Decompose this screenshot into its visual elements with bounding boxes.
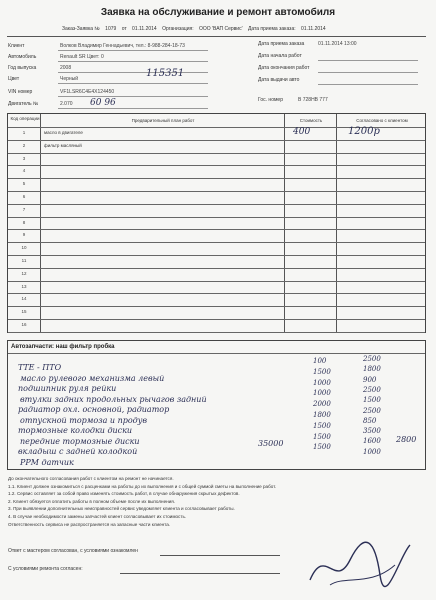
parts-hand-total: 1800 xyxy=(363,365,381,374)
handwritten-order-no: 115351 xyxy=(146,68,185,79)
row-divider xyxy=(8,178,425,179)
field-value: 2.070 xyxy=(60,101,73,107)
parts-hand-total: 1600 xyxy=(363,437,381,446)
row-number: 2 xyxy=(22,142,26,148)
org-label: Организация: xyxy=(162,26,194,32)
field-label: Клиент xyxy=(8,43,25,49)
col-header-note: Согласовано с клиентом xyxy=(356,118,408,123)
field-underline xyxy=(58,72,208,73)
accept-date: 01.11.2014 xyxy=(301,26,326,32)
field-label: Год выпуска xyxy=(8,65,37,71)
field-underline xyxy=(58,61,208,62)
row-number: 14 xyxy=(21,296,27,302)
parts-hand-total: 900 xyxy=(363,375,377,384)
col-divider xyxy=(284,114,285,332)
row-number: 8 xyxy=(22,219,26,225)
date-prefix: от xyxy=(121,26,127,32)
parts-block xyxy=(7,340,426,470)
row-text: масло в двигателе xyxy=(44,130,83,135)
row-number: 15 xyxy=(21,309,27,315)
note-line: 3. При выявлении дополнительных неисправностей сервис уведомляет клиента и согласовывает работы. xyxy=(8,506,235,512)
parts-hand-line: отпускной тормоза и продув xyxy=(20,415,148,425)
order-subline xyxy=(62,26,330,32)
parts-hand-price: 2000 xyxy=(313,400,331,409)
parts-hand-total: 2500 xyxy=(363,406,381,415)
parts-hand-line: тормозные колодки диски xyxy=(18,426,133,435)
handwritten-sum: 2800 xyxy=(396,435,417,444)
note-line: 1.1. Клиент должен ознакомиться с расценками на работы до их выполнения и с общей суммой сметы на выполнение работ. xyxy=(8,483,277,489)
note-line: 1.2. Сервис оставляет за собой право изменять стоимость работ, в случае обнаружения скрытых дефектов. xyxy=(8,491,240,497)
parts-hand-price: 1800 xyxy=(313,411,331,419)
handwritten-price: 400 xyxy=(293,127,311,137)
row-number: 5 xyxy=(22,181,26,187)
parts-hand-line: вкладыш с задней колодкой xyxy=(18,447,138,456)
row-divider xyxy=(8,255,425,256)
field-label: Двигатель № xyxy=(8,101,39,107)
parts-hand-price: 1500 xyxy=(313,443,331,452)
handwritten-note: 1200р xyxy=(348,126,380,137)
parts-hand-total: 2500 xyxy=(363,385,381,394)
row-number: 16 xyxy=(21,322,27,327)
parts-hand-price: 1000 xyxy=(313,378,331,387)
parts-hand-total: 2500 xyxy=(363,355,381,363)
row-divider xyxy=(8,293,425,294)
note-line: 4. В случае необходимости замены запчастей клиент согласовывает их стоимость. xyxy=(8,513,187,519)
row-number: 13 xyxy=(21,283,27,289)
col-header-desc: Предварительный план работ xyxy=(131,118,195,123)
divider xyxy=(8,353,425,354)
row-divider xyxy=(8,165,425,166)
accept-label: Дата приема заказа: xyxy=(247,26,296,32)
parts-hand-price: 100 xyxy=(313,357,327,365)
row-number: 10 xyxy=(21,245,27,251)
row-divider xyxy=(8,191,425,192)
row-divider xyxy=(8,153,425,154)
field-label: Автомобиль xyxy=(8,54,37,60)
handwritten-mileage: 60 96 xyxy=(90,98,116,108)
order-number: 1079 xyxy=(105,26,117,32)
parts-hand-line: ТТЕ - ПТО xyxy=(18,363,62,372)
parts-hand-total: 850 xyxy=(363,416,377,425)
row-divider xyxy=(8,281,425,282)
field-value: Волков Владимир Геннадьевич, тел.: 8-988-284-18-73 xyxy=(60,43,185,49)
right-field-value: 01.11.2014 13:00 xyxy=(318,41,357,47)
work-table xyxy=(7,113,426,333)
signature-line xyxy=(120,573,280,574)
field-value: Черный xyxy=(60,76,79,82)
row-number: 6 xyxy=(22,194,26,199)
field-underline xyxy=(318,60,418,61)
order-prefix: Заказ-Заявка № xyxy=(62,26,100,32)
parts-hand-total: 1000 xyxy=(363,447,381,456)
col-divider xyxy=(40,114,41,332)
parts-hand-price: 1000 xyxy=(313,389,331,398)
parts-hand-line: масло рулевого механизма левый xyxy=(20,373,165,383)
right-field-label: Дата начала работ xyxy=(258,53,302,59)
parts-hand-line: передние тормозные диски xyxy=(20,436,140,446)
field-value: 2008 xyxy=(60,65,72,71)
row-number: 4 xyxy=(22,168,26,174)
handwritten-sum: 35000 xyxy=(258,439,284,448)
parts-hand-price: 1500 xyxy=(313,432,331,441)
org-name: ООО 'ВАП Сервис' xyxy=(199,26,243,32)
row-divider xyxy=(8,217,425,218)
right-field-label: Дата окончания работ xyxy=(258,65,310,71)
field-label: Цвет xyxy=(8,76,20,82)
right-field-value: В 728НВ 777 xyxy=(298,97,328,103)
row-number: 12 xyxy=(21,270,27,276)
parts-hand-line: радиатор охл. основной, радиатор xyxy=(18,405,170,414)
row-divider xyxy=(8,306,425,307)
client-agreement: Ответ с мастером согласован, с условиями ознакомлен xyxy=(8,548,138,554)
field-underline xyxy=(318,84,418,85)
repair-agreement: С условиями ремонта согласен: xyxy=(8,566,83,572)
parts-hand-price: 1500 xyxy=(313,367,331,376)
row-number: 7 xyxy=(22,206,26,212)
field-value: VF1LSR6C4E4X124450 xyxy=(60,89,115,95)
field-underline xyxy=(58,50,208,51)
parts-hand-total: 3500 xyxy=(363,427,381,436)
field-value: Renault SR Цвет: 0 xyxy=(60,54,104,60)
field-underline xyxy=(318,72,418,73)
field-label: VIN номер xyxy=(8,89,33,95)
divider xyxy=(7,36,426,37)
field-underline xyxy=(58,108,208,109)
col-divider xyxy=(336,114,337,332)
parts-label: Автозапчасти: наш фильтр пробка xyxy=(11,344,115,350)
row-number: 1 xyxy=(22,130,26,135)
right-field-label: Дата приема заказа xyxy=(258,41,305,47)
row-divider xyxy=(8,332,425,333)
parts-hand-price: 1500 xyxy=(313,421,331,430)
right-field-label: Гос. номер xyxy=(258,97,283,103)
order-date: 01.11.2014 xyxy=(132,26,157,32)
signature-scribble xyxy=(300,535,420,595)
note-line: Ответственность сервиса не распространяется на запасные части клиента. xyxy=(8,521,171,527)
row-divider xyxy=(8,319,425,320)
row-divider xyxy=(8,229,425,230)
col-header-code: Код операции xyxy=(10,116,40,121)
right-field-label: Дата выдачи авто xyxy=(258,77,300,83)
row-number: 11 xyxy=(21,258,27,263)
row-divider xyxy=(8,140,425,141)
parts-hand-total: 1500 xyxy=(363,396,381,405)
note-line: До окончательного согласования работ с клиентом на ремонт не начинается. xyxy=(8,476,174,481)
row-number: 9 xyxy=(22,232,26,238)
col-header-price: Стоимость xyxy=(299,118,323,123)
note-line: 2. Клиент обязуется оплатить работы в полном объеме после их выполнения. xyxy=(8,498,176,504)
field-underline xyxy=(58,96,208,97)
row-number: 3 xyxy=(22,155,26,161)
page-title: Заявка на обслуживание и ремонт автомобиля xyxy=(100,7,336,18)
parts-hand-line: подшипник руля рейки xyxy=(18,384,117,393)
terms-notes xyxy=(8,476,426,529)
field-underline xyxy=(58,83,208,84)
row-divider xyxy=(8,268,425,269)
signature-line xyxy=(160,555,280,556)
parts-hand-line: втулки задних продольных рычагов задний xyxy=(20,394,207,404)
row-divider xyxy=(8,242,425,243)
row-text: фильтр масляный xyxy=(44,142,82,148)
parts-hand-line: РРМ датчик xyxy=(20,457,74,467)
row-divider xyxy=(8,204,425,205)
